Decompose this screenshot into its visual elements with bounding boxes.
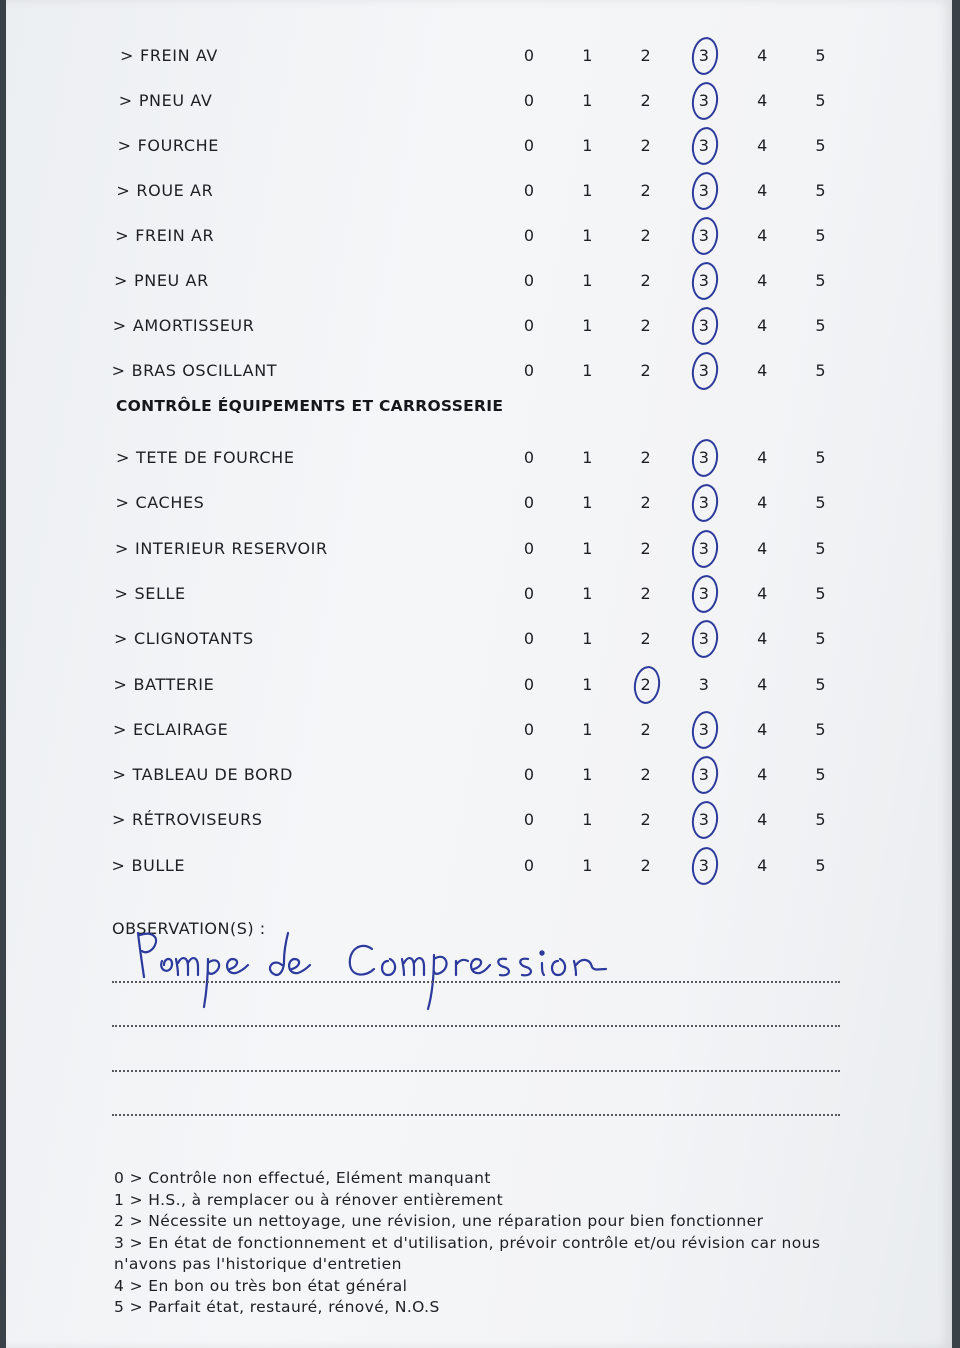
score-option[interactable]: 2 (640, 316, 651, 335)
score-option-selected[interactable]: 3 (689, 226, 719, 245)
score-option[interactable]: 0 (523, 316, 535, 335)
chevron-right-icon: > (113, 719, 128, 739)
score-option-selected[interactable]: 3 (689, 493, 719, 512)
row-label-text: AMORTISSEUR (132, 316, 255, 335)
row-label (120, 46, 218, 65)
score-option[interactable]: 4 (757, 136, 768, 155)
handwritten-signature-note (126, 925, 616, 1015)
score-option[interactable]: 4 (757, 226, 768, 245)
row-label (116, 448, 295, 467)
score-option[interactable]: 1 (582, 181, 593, 200)
checklist-row (6, 667, 946, 707)
score-option[interactable]: 1 (582, 538, 593, 558)
score-option[interactable]: 1 (582, 810, 593, 830)
row-label (114, 629, 254, 648)
score-option[interactable]: 4 (757, 271, 768, 290)
score-option[interactable]: 4 (757, 493, 768, 513)
score-option[interactable]: 4 (757, 538, 768, 558)
checklist-row (6, 531, 946, 571)
row-label-text: RÉTROVISEURS (132, 810, 263, 830)
checklist-row (6, 173, 946, 213)
score-option[interactable]: 2 (640, 226, 651, 245)
checklist-row (6, 757, 946, 797)
checklist-row (6, 218, 946, 258)
row-label-text: BULLE (131, 855, 186, 875)
score-option[interactable]: 4 (757, 629, 768, 649)
score-option[interactable]: 5 (815, 91, 826, 110)
observation-line (112, 981, 840, 983)
row-label-text: FREIN AV (140, 46, 218, 65)
row-label (112, 810, 263, 829)
legend-line: 1 > H.S., à remplacer ou à rénover entièrement (114, 1190, 504, 1209)
score-option[interactable]: 5 (815, 629, 826, 649)
score-option[interactable]: 1 (582, 765, 593, 785)
row-label (116, 181, 213, 200)
score-option[interactable]: 5 (815, 136, 826, 155)
observations-label: OBSERVATION(S) : (112, 919, 266, 938)
score-option-selected[interactable]: 3 (689, 271, 719, 290)
score-option[interactable]: 5 (815, 583, 826, 603)
checklist-row (6, 128, 946, 168)
score-option[interactable]: 0 (523, 136, 535, 155)
score-option[interactable]: 4 (757, 361, 768, 380)
score-option[interactable]: 0 (523, 765, 535, 785)
row-label (112, 856, 186, 875)
score-option[interactable]: 1 (582, 855, 593, 875)
row-label-text: BRAS OSCILLANT (131, 361, 278, 380)
score-option-selected[interactable]: 3 (689, 91, 719, 110)
score-option[interactable]: 0 (523, 855, 535, 875)
score-option[interactable]: 4 (757, 181, 768, 200)
score-option[interactable]: 5 (815, 226, 826, 245)
score-option[interactable]: 1 (582, 674, 593, 694)
score-option[interactable]: 5 (815, 316, 826, 335)
row-label (118, 136, 219, 155)
legend-line: 5 > Parfait état, restauré, rénové, N.O.S (114, 1298, 440, 1316)
checklist-row (6, 38, 946, 78)
checklist-row (6, 83, 946, 123)
score-option[interactable]: 5 (815, 181, 826, 200)
chevron-right-icon: > (114, 629, 129, 649)
score-option[interactable]: 2 (640, 493, 651, 513)
score-option[interactable]: 0 (523, 810, 535, 830)
score-option-selected[interactable]: 3 (689, 720, 719, 739)
score-option[interactable]: 4 (757, 316, 768, 335)
row-label-text: CLIGNOTANTS (134, 629, 254, 649)
score-option[interactable]: 0 (523, 91, 535, 110)
score-option[interactable]: 2 (640, 361, 651, 380)
chevron-right-icon: > (111, 855, 126, 875)
row-label (115, 539, 328, 558)
row-label (115, 584, 186, 603)
score-option[interactable]: 0 (523, 271, 535, 290)
legend-line: 0 > Contrôle non effectué, Elément manquant (114, 1169, 491, 1187)
score-option[interactable]: 0 (523, 448, 535, 467)
score-option[interactable]: 2 (640, 765, 651, 785)
score-option[interactable]: 1 (582, 226, 593, 245)
row-label (119, 91, 213, 110)
score-option[interactable]: 0 (523, 361, 535, 380)
score-option[interactable]: 4 (757, 855, 768, 875)
score-option[interactable]: 4 (757, 765, 768, 785)
score-option[interactable]: 2 (640, 181, 651, 200)
chevron-right-icon: > (115, 493, 130, 513)
chevron-right-icon: > (120, 46, 135, 65)
checklist-row (6, 263, 946, 303)
score-option[interactable]: 1 (582, 361, 593, 380)
row-label-text: INTERIEUR RESERVOIR (135, 538, 328, 558)
score-option[interactable]: 1 (582, 629, 593, 649)
score-option-selected[interactable]: 3 (689, 810, 719, 829)
checklist-row (6, 712, 946, 752)
score-option[interactable]: 1 (582, 136, 593, 155)
row-label (114, 271, 209, 290)
score-option[interactable]: 0 (523, 181, 535, 200)
score-option[interactable]: 2 (640, 271, 651, 290)
score-option[interactable]: 1 (582, 316, 593, 335)
score-option[interactable]: 2 (640, 136, 651, 155)
score-option[interactable]: 3 (698, 674, 709, 694)
score-option[interactable]: 1 (582, 91, 593, 110)
chevron-right-icon: > (115, 226, 130, 245)
score-option[interactable]: 2 (640, 91, 651, 110)
score-option-selected[interactable]: 3 (689, 136, 719, 155)
row-label-text: TABLEAU DE BORD (132, 765, 293, 785)
score-option-selected[interactable]: 3 (689, 584, 719, 603)
observation-line (112, 1025, 840, 1027)
score-option[interactable]: 2 (640, 719, 651, 739)
checklist-row (6, 802, 946, 842)
row-label (116, 493, 205, 512)
score-option[interactable]: 5 (815, 719, 826, 739)
score-option[interactable]: 1 (582, 493, 593, 513)
score-option[interactable]: 4 (757, 719, 768, 739)
score-option[interactable]: 1 (582, 583, 593, 603)
row-label-text: BATTERIE (133, 674, 215, 694)
score-option[interactable]: 1 (582, 271, 593, 290)
score-option[interactable]: 2 (640, 46, 651, 65)
score-option[interactable]: 5 (815, 493, 826, 513)
score-option[interactable]: 2 (640, 629, 651, 649)
row-label (112, 361, 278, 380)
score-option[interactable]: 5 (815, 361, 826, 380)
chevron-right-icon: > (116, 448, 131, 467)
score-option[interactable]: 5 (815, 448, 826, 467)
score-option[interactable]: 0 (523, 226, 535, 245)
row-label-text: FOURCHE (137, 136, 219, 155)
score-option[interactable]: 4 (757, 448, 768, 467)
score-option[interactable]: 5 (815, 810, 826, 830)
chevron-right-icon: > (117, 136, 132, 155)
observation-line (112, 1070, 840, 1072)
checklist-row (6, 621, 946, 661)
score-option[interactable]: 0 (523, 493, 535, 513)
score-option[interactable]: 2 (640, 448, 651, 467)
row-label-text: PNEU AR (134, 271, 209, 290)
legend-line: 2 > Nécessite un nettoyage, une révision, une réparation pour bien fonctionner (114, 1212, 764, 1230)
row-label-text: PNEU AV (138, 91, 213, 110)
score-option-selected[interactable]: 2 (631, 675, 661, 694)
score-option[interactable]: 2 (640, 855, 651, 875)
score-option[interactable]: 0 (523, 583, 535, 603)
checklist-row (6, 308, 946, 348)
rating-legend (114, 1168, 820, 1319)
section-title-equipment: CONTRÔLE ÉQUIPEMENTS ET CARROSSERIE (116, 397, 504, 415)
score-option[interactable]: 1 (582, 448, 593, 467)
row-label (113, 765, 293, 784)
score-option[interactable]: 0 (523, 674, 535, 694)
checklist-row (6, 848, 946, 888)
chevron-right-icon: > (118, 91, 133, 110)
row-label-text: SELLE (134, 583, 186, 603)
score-option[interactable]: 2 (640, 583, 651, 603)
score-option[interactable]: 5 (815, 674, 826, 694)
score-option[interactable]: 0 (523, 719, 535, 739)
score-option[interactable]: 2 (640, 538, 651, 558)
legend-line: 4 > En bon ou très bon état général (114, 1276, 408, 1295)
score-option[interactable]: 5 (815, 46, 826, 65)
row-label-text: ROUE AR (136, 181, 214, 200)
row-label-text: FREIN AR (135, 226, 215, 245)
score-option[interactable]: 0 (523, 629, 535, 649)
observation-line (112, 1114, 840, 1116)
score-option[interactable]: 0 (523, 538, 535, 558)
score-option[interactable]: 4 (757, 583, 768, 603)
score-option[interactable]: 2 (640, 810, 651, 830)
score-option[interactable]: 4 (757, 46, 768, 65)
score-option[interactable]: 4 (757, 91, 768, 110)
score-option[interactable]: 1 (582, 719, 593, 739)
chevron-right-icon: > (113, 674, 128, 694)
legend-line: 3 > En état de fonctionnement et d'utilisation, prévoir contrôle et/ou révision car nous (114, 1233, 821, 1252)
score-option-selected[interactable]: 3 (689, 361, 719, 380)
chevron-right-icon: > (112, 316, 127, 335)
score-option[interactable]: 0 (523, 46, 535, 65)
score-option-selected[interactable]: 3 (689, 539, 719, 558)
score-option-selected[interactable]: 3 (689, 629, 719, 648)
score-option[interactable]: 5 (815, 271, 826, 290)
legend-line: n'avons pas l'historique d'entretien (114, 1255, 402, 1273)
chevron-right-icon: > (112, 765, 127, 785)
score-option-selected[interactable]: 3 (689, 448, 719, 467)
checklist-row (6, 576, 946, 616)
score-option[interactable]: 5 (815, 538, 826, 558)
score-option[interactable]: 1 (582, 46, 593, 65)
score-option[interactable]: 5 (815, 855, 826, 875)
score-option-selected[interactable]: 3 (689, 181, 719, 200)
row-label (113, 720, 228, 739)
checklist-row (6, 485, 946, 525)
chevron-right-icon: > (115, 538, 130, 558)
chevron-right-icon: > (114, 271, 129, 290)
row-label-text: TETE DE FOURCHE (136, 448, 295, 467)
score-option-selected[interactable]: 3 (689, 856, 719, 875)
row-label-text: CACHES (135, 493, 205, 513)
chevron-right-icon: > (112, 810, 127, 830)
chevron-right-icon: > (111, 361, 126, 380)
score-option-selected[interactable]: 3 (689, 765, 719, 784)
score-option-selected[interactable]: 3 (689, 46, 719, 65)
score-option[interactable]: 5 (815, 765, 826, 785)
row-label (115, 226, 214, 245)
checklist-row (6, 353, 946, 393)
chevron-right-icon: > (114, 583, 129, 603)
row-label (113, 316, 255, 335)
chevron-right-icon: > (116, 181, 131, 200)
inspection-sheet (6, 0, 952, 1348)
score-option[interactable]: 4 (757, 674, 768, 694)
checklist-row (6, 440, 946, 480)
score-option-selected[interactable]: 3 (689, 316, 719, 335)
row-label-text: ECLAIRAGE (133, 719, 229, 739)
score-option[interactable]: 4 (757, 810, 768, 830)
row-label (114, 675, 215, 694)
